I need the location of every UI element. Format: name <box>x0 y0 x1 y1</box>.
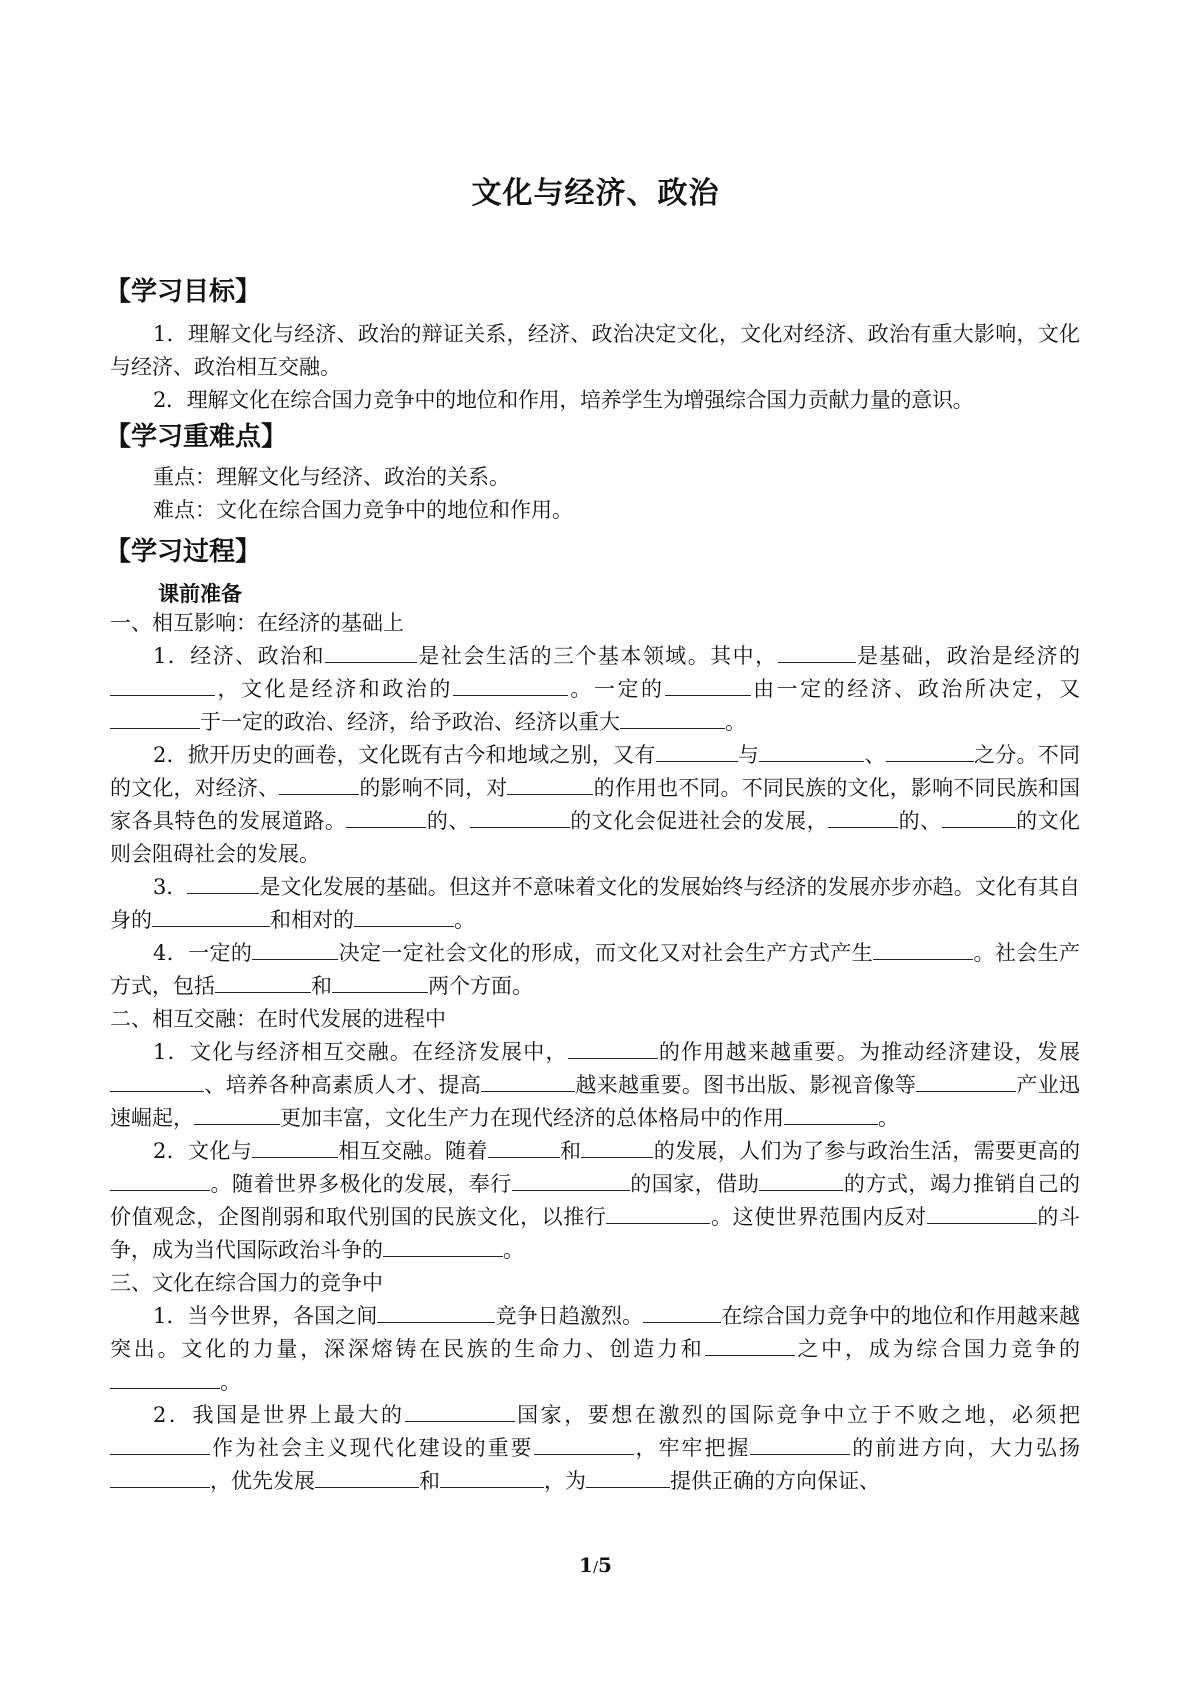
document-title: 文化与经济、政治 <box>471 176 720 211</box>
fill-blank[interactable] <box>828 807 898 828</box>
exercise-paragraph-2: 2．掀开历史的画卷，文化既有古今和地域之别，又有 与 、 之分。不同的文化，对经济、 的影响不同，对 的作用也不同。不同民族的文化，影响不同民族和国家各具特色的发展道路。 的、 的文化会促进社会的发展， 的、 的文化则会阻碍社会的发展。 <box>110 743 1081 866</box>
part1-title: 一、相互影响：在经济的基础上 <box>110 611 404 635</box>
fill-blank[interactable] <box>187 873 259 894</box>
exercise-paragraph-4: 4．一定的 决定一定社会文化的形成，而文化又对社会生产方式产生 。社会生产方式，包括 和 两个方面。 <box>110 941 1081 998</box>
fill-blank[interactable] <box>759 741 864 762</box>
fill-blank[interactable] <box>332 972 428 993</box>
fill-blank[interactable] <box>252 1137 338 1158</box>
fill-blank[interactable] <box>110 708 200 729</box>
fill-blank[interactable] <box>325 642 417 663</box>
exercise-paragraph-5: 1．文化与经济相互交融。在经济发展中， 的作用越来越重要。为推动经济建设，发展、培养各种高素质人才、提高 越来越重要。图书出版、影视音像等 产业迅速崛起， 更加丰富，文化生产力在现代经济的总体格局中的作用 。 <box>110 1040 1081 1130</box>
fill-blank[interactable] <box>346 807 426 828</box>
exercise-paragraph-6: 2．文化与 相互交融。随着 和 的发展，人们为了参与政治生活，需要更高的。随着世界多极化的发展，奉行 的国家，借助 的方式，竭力推销自己的价值观念，企图削弱和取代别国的民族文化，以推行 。这使世界范围内反对 的斗争，成为当代国际政治斗争的 。 <box>110 1139 1081 1262</box>
fill-blank[interactable] <box>194 1104 280 1125</box>
fill-blank[interactable] <box>383 1236 503 1257</box>
fill-blank[interactable] <box>665 675 751 696</box>
fill-blank[interactable] <box>606 1203 710 1224</box>
exercise-paragraph-7: 1．当今世界，各国之间 竞争日趋激烈。 在综合国力竞争中的地位和作用越来越突出。文化的力量，深深熔铸在民族的生命力、创造力和 之中，成为综合国力竞争的。 <box>110 1304 1080 1394</box>
fill-blank[interactable] <box>110 1170 210 1191</box>
objectives-heading: 【学习目标】 <box>105 277 262 307</box>
objective-2: 2．理解文化在综合国力竞争中的地位和作用，培养学生为增强综合国力贡献力量的意识。 <box>153 388 974 412</box>
fill-blank[interactable] <box>927 1203 1037 1224</box>
part2-title: 二、相互交融：在时代发展的进程中 <box>110 1007 446 1031</box>
fill-blank[interactable] <box>581 1137 653 1158</box>
key-points-heading: 【学习重难点】 <box>105 422 288 452</box>
fill-blank[interactable] <box>110 675 215 696</box>
fill-blank[interactable] <box>784 1104 878 1125</box>
fill-blank[interactable] <box>110 1368 220 1389</box>
fill-blank[interactable] <box>481 1071 575 1092</box>
fill-blank[interactable] <box>586 1467 670 1488</box>
fill-blank[interactable] <box>507 774 593 795</box>
fill-blank[interactable] <box>759 1170 843 1191</box>
exercise-paragraph-3: 3． 是文化发展的基础。但这并不意味着文化的发展始终与经济的发展亦步亦趋。文化有其自身的 和相对的 。 <box>110 875 1080 932</box>
fill-blank[interactable] <box>750 1434 850 1455</box>
fill-blank[interactable] <box>215 972 311 993</box>
fill-blank[interactable] <box>705 1335 795 1356</box>
fill-blank[interactable] <box>110 1071 204 1092</box>
fill-blank[interactable] <box>152 906 270 927</box>
key-point: 重点：理解文化与经济、政治的关系。 <box>153 465 510 489</box>
page-number: 1/5 <box>579 1553 612 1577</box>
fill-blank[interactable] <box>110 1434 210 1455</box>
fill-blank[interactable] <box>354 906 454 927</box>
fill-blank[interactable] <box>488 1137 560 1158</box>
fill-blank[interactable] <box>916 1071 1016 1092</box>
fill-blank[interactable] <box>643 1302 721 1323</box>
fill-blank[interactable] <box>279 774 359 795</box>
fill-blank[interactable] <box>252 939 338 960</box>
fill-blank[interactable] <box>512 1170 630 1191</box>
difficult-point: 难点：文化在综合国力竞争中的地位和作用。 <box>153 498 573 522</box>
fill-blank[interactable] <box>110 1467 210 1488</box>
process-heading: 【学习过程】 <box>105 537 262 567</box>
fill-blank[interactable] <box>620 708 725 729</box>
exercise-paragraph-1: 1．经济、政治和 是社会生活的三个基本领域。其中， 是基础，政治是经济的，文化是经济和政治的 。一定的 由一定的经济、政治所决定，又于一定的政治、经济，给予政治、经济以重大 。 <box>110 640 1080 739</box>
fill-blank[interactable] <box>453 675 568 696</box>
fill-blank[interactable] <box>942 807 1016 828</box>
exercise-paragraph-8: 2．我国是世界上最大的 国家，要想在激烈的国际竞争中立于不败之地，必须把作为社会主义现代化建设的重要 ，牢牢把握 的前进方向，大力弘扬，优先发展 和 ，为 提供正确的方向保证、 <box>110 1399 1080 1498</box>
preparation-subheading: 课前准备 <box>158 582 242 606</box>
fill-blank[interactable] <box>440 1467 544 1488</box>
fill-blank[interactable] <box>873 939 973 960</box>
fill-blank[interactable] <box>470 807 570 828</box>
fill-blank[interactable] <box>568 1038 658 1059</box>
exercise-block <box>110 607 1080 1498</box>
part3-title: 三、文化在综合国力的竞争中 <box>110 1271 383 1295</box>
fill-blank[interactable] <box>377 1302 495 1323</box>
objectives-block <box>110 318 1080 417</box>
fill-blank[interactable] <box>405 1401 515 1422</box>
fill-blank[interactable] <box>778 642 856 663</box>
fill-blank[interactable] <box>656 741 738 762</box>
fill-blank[interactable] <box>315 1467 419 1488</box>
fill-blank[interactable] <box>534 1434 634 1455</box>
fill-blank[interactable] <box>886 741 974 762</box>
key-points-block <box>110 461 1080 527</box>
objective-1: 1．理解文化与经济、政治的辩证关系，经济、政治决定文化，文化对经济、政治有重大影响，文化与经济、政治相互交融。 <box>110 322 1080 379</box>
